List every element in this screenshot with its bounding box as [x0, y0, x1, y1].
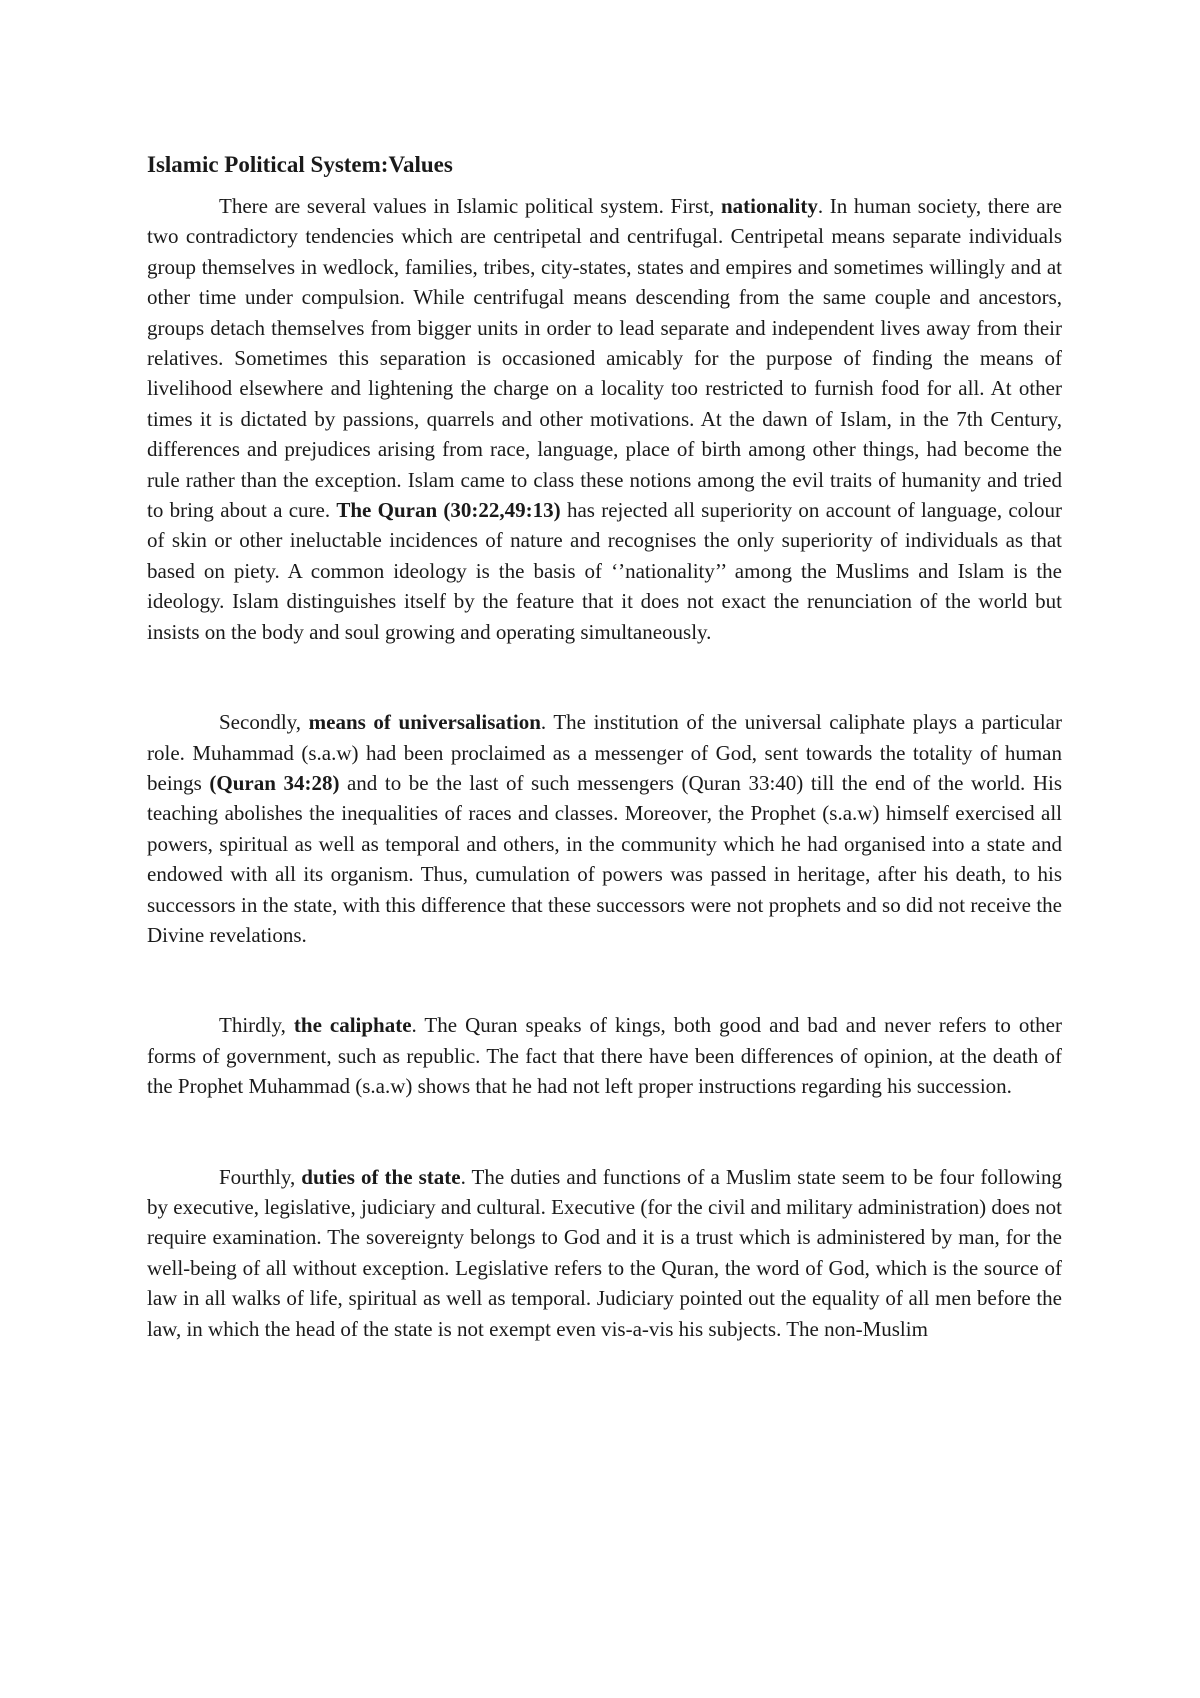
text-segment: and to be the last of such messengers (Quran 33:40) till the end of the world. His teaching abolishes the inequalities of races and classes. Moreover, the Prophet (s.a.w) himself exercised all powers, spiritual as well as temporal and others, in the community which he had organised into a state and endowed with all its organism. Thus, cumulation of powers was passed in heritage, after his death, to his successors in the state, with this difference that these successors were not prophets and so did not receive the Divine revelations.: [147, 770, 1063, 947]
bold-term-caliphate: the caliphate: [293, 1013, 412, 1038]
text-segment: . In human society, there are two contradictory tendencies which are centripetal and centrifugal. Centripetal means separate individuals group themselves in wedlock, families, tribes, city-states, states and empires and sometimes willingly and at other time under compulsion. While centrifugal means descending from the same couple and ancestors, groups detach themselves from bigger units in order to lead separate and independent lives away from their relatives. Sometimes this separation is occasioned amicably for the purpose of finding the means of livelihood elsewhere and lightening the charge on a locality too restricted to furnish food for all. At other times it is dictated by passions, quarrels and other motivations. At the dawn of Islam, in the 7th Century, differences and prejudices arising from race, language, place of birth among other things, had become the rule rather than the exception. Islam came to class these notions among the evil traits of humanity and tried to bring about a cure.: [147, 194, 1063, 523]
document-body: [147, 150, 1062, 1344]
text-segment: There are several values in Islamic political system. First,: [219, 194, 721, 218]
bold-term-nationality: nationality: [720, 194, 818, 218]
bold-term-universalisation: means of universalisation: [308, 710, 541, 735]
paragraph-caliphate: [147, 1010, 1062, 1101]
text-segment: . The Quran speaks of kings, both good and bad and never refers to other forms of government, such as republic. The fact that there have been differences of opinion, at the death of the Prophet Muhammad (s.a.w) shows that he had not left proper instructions regarding his succession.: [147, 1013, 1062, 1099]
paragraph-universalisation: [147, 707, 1062, 950]
text-segment: . The duties and functions of a Muslim state seem to be four following by executive, legislative, judiciary and cultural. Executive (for the civil and military administration) does not require examination. The sovereignty belongs to God and it is a trust which is administered by man, for the well-being of all without exception. Legislative refers to the Quran, the word of God, which is the source of law in all walks of life, spiritual as well as temporal. Judiciary pointed out the equality of all men before the law, in which the head of the state is not exempt even vis-a-vis his subjects. The non-Muslim: [147, 1164, 1062, 1341]
text-segment: . The institution of the universal caliphate plays a particular role. Muhammad (s.a.w) had been proclaimed as a messenger of God, sent towards the totality of human beings: [147, 710, 1062, 795]
bold-reference-quran: The Quran (30:22,49:13): [336, 498, 561, 523]
bold-reference-quran: (Quran 34:28): [209, 770, 340, 795]
text-segment: Fourthly,: [219, 1164, 302, 1189]
document-title: Islamic Political System:Values: [147, 152, 453, 177]
text-segment: has rejected all superiority on account of language, colour of skin or other ineluctable incidences of nature and recognises the only superiority of individuals as that based on piety. A common ideology is the basis of ‘’nationality’’ among the Muslims and Islam is the ideology. Islam distinguishes itself by the feature that it does not exact the renunciation of the world but insists on the body and soul growing and operating simultaneously.: [147, 498, 1062, 644]
text-segment: Thirdly,: [219, 1013, 294, 1038]
paragraph-nationality: [147, 191, 1062, 647]
paragraph-duties: [147, 1162, 1062, 1344]
bold-term-duties: duties of the state: [301, 1164, 461, 1189]
text-segment: Secondly,: [219, 710, 309, 735]
